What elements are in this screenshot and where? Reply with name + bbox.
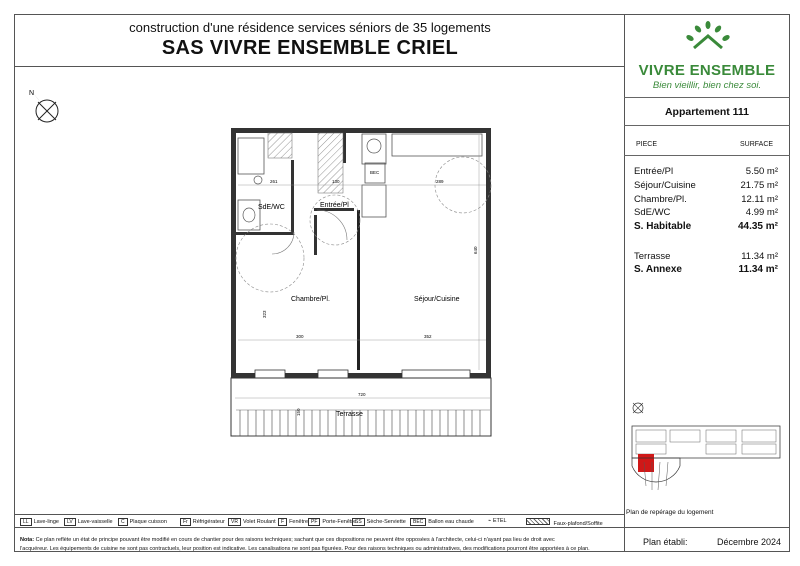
legend-item: LL Lave-linge bbox=[20, 518, 59, 526]
terrace-label: Terrasse bbox=[634, 251, 671, 262]
divider bbox=[624, 155, 790, 156]
terrace-outline bbox=[231, 378, 491, 436]
legend-item: Fr Réfrigérateur bbox=[180, 518, 225, 526]
annexe-value: 11.34 m² bbox=[738, 264, 778, 275]
legend-item: BEC Ballon eau chaude bbox=[410, 518, 474, 526]
dim-text: 150 bbox=[296, 408, 301, 416]
dim-text: 352 bbox=[424, 334, 432, 339]
room-label-chambre: Chambre/Pl. bbox=[291, 296, 330, 303]
dim-text: 720 bbox=[358, 392, 366, 397]
house-leaf-logo-icon bbox=[672, 20, 744, 60]
location-plan-label: Plan de repérage du logement bbox=[626, 509, 714, 516]
location-plan bbox=[628, 398, 784, 502]
project-subtitle: construction d'une résidence services séniors de 35 logements bbox=[129, 20, 491, 35]
habitable-value: 44.35 m² bbox=[737, 221, 778, 232]
note-line: l'acquéreur. Les équipements de cuisine ne sont pas contractuels, leur position est indicative. Les canalisations ne sont pas figurées. Pour des raisons techniques ou administratives, des modifications pourront être apportées à ce plan. bbox=[20, 546, 590, 552]
legend-item: F Fenêtre bbox=[278, 518, 308, 526]
dim-text: 300 bbox=[296, 334, 304, 339]
column-header-surface: SURFACE bbox=[740, 141, 774, 148]
note-line: Nota: Ce plan reflète un état de principe pouvant être modifié en cours de chantier pour des raisons techniques; sachant que ces dispositions ne peuvent être opposées à l'architecte, celui-ci n'ayant pas lieu de droit avec bbox=[20, 537, 555, 543]
room-label-terrasse: Terrasse bbox=[336, 411, 363, 418]
dim-text: 130 bbox=[332, 179, 340, 184]
brand-name: VIVRE ENSEMBLE bbox=[638, 62, 776, 79]
legend-item: VR Volet Roulant bbox=[228, 518, 276, 526]
hatch-icon bbox=[526, 518, 550, 525]
terrace-value: 11.34 m² bbox=[741, 251, 778, 262]
etel-icon: ⌁ bbox=[488, 518, 493, 524]
legend-item: SS Sèche-Serviette bbox=[352, 518, 406, 526]
bec-label: BEC bbox=[370, 170, 380, 175]
legend-item: ⌁ ETEL bbox=[488, 518, 507, 524]
dim-text: 261 bbox=[270, 179, 278, 184]
room-surface: 4.99 m² bbox=[745, 207, 778, 218]
dim-text: 289 bbox=[436, 179, 444, 184]
room-label-sejour: Séjour/Cuisine bbox=[414, 296, 460, 303]
room-label-entree: Entrée/Pl bbox=[320, 202, 349, 209]
dim-text: 323 bbox=[262, 310, 267, 318]
room-name: Entrée/Pl bbox=[634, 166, 674, 177]
room-surface: 21.75 m² bbox=[740, 180, 778, 191]
wall-west bbox=[231, 128, 236, 378]
dim-text: 640 bbox=[473, 246, 478, 254]
column-header-piece: PIECE bbox=[636, 141, 658, 148]
apartment-number: Appartement 111 bbox=[664, 106, 750, 118]
disclaimer-note bbox=[14, 527, 624, 552]
svg-text:N: N bbox=[29, 90, 35, 97]
legend-item: C Plaque cuisson bbox=[118, 518, 167, 526]
room-surface: 5.50 m² bbox=[745, 166, 778, 177]
plan-date-value: Décembre 2024 bbox=[717, 537, 782, 547]
room-surface: 12.11 m² bbox=[741, 194, 778, 205]
legend-item: LV Lave-vaisselle bbox=[64, 518, 113, 526]
habitable-label: S. Habitable bbox=[634, 221, 692, 232]
legend-bar bbox=[14, 514, 624, 528]
brand-tagline: Bien vieillir, bien chez soi. bbox=[652, 80, 762, 91]
annexe-label: S. Annexe bbox=[634, 264, 682, 275]
divider bbox=[624, 97, 790, 98]
room-name: Séjour/Cuisine bbox=[634, 180, 696, 191]
wall-north-right bbox=[343, 128, 491, 133]
wall-north-left bbox=[235, 128, 343, 133]
legend-item: Faux-plafond/Soffite bbox=[526, 518, 603, 527]
room-label-sde: SdE/WC bbox=[258, 204, 285, 211]
divider bbox=[624, 125, 790, 126]
apartment-highlight bbox=[638, 454, 654, 472]
plan-date-box bbox=[624, 527, 790, 552]
room-name: Chambre/Pl. bbox=[634, 194, 687, 205]
project-title: SAS VIVRE ENSEMBLE CRIEL bbox=[161, 37, 459, 59]
legend-item: PF Porte-Fenêtre bbox=[308, 518, 356, 526]
plan-date-label: Plan établi: bbox=[643, 537, 688, 547]
room-name: SdE/WC bbox=[634, 207, 671, 218]
wall-east bbox=[486, 128, 491, 378]
